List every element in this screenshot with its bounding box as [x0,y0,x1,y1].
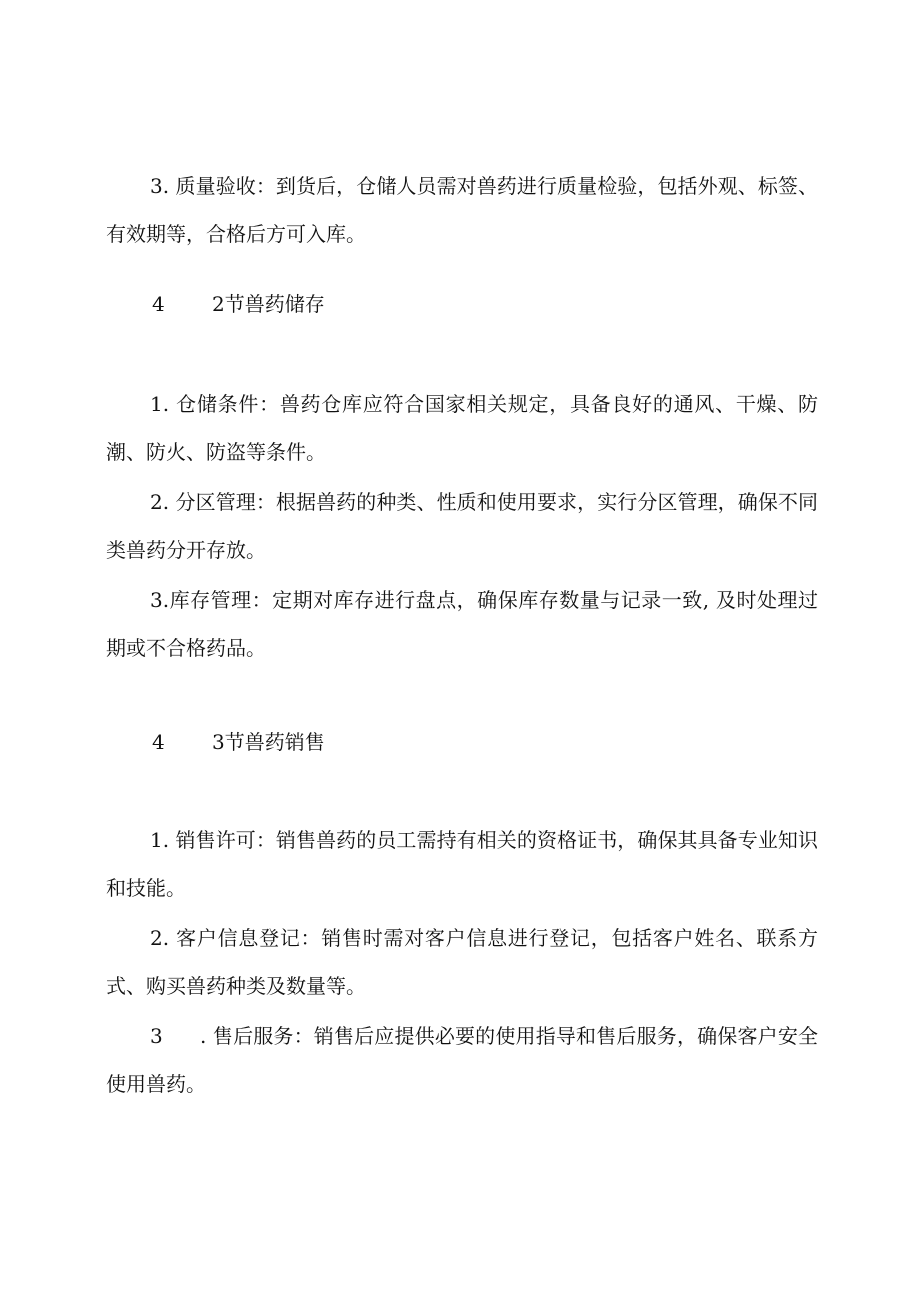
section-title: 2节兽药储存 [212,292,325,316]
paragraph-text: . 仓储条件：兽药仓库应符合国家相关规定，具备良好的通风、干燥、防潮、防火、防盗等条件。 [106,392,818,464]
paragraph-after-sales-service [106,1012,818,1108]
chapter-number: 4 [152,292,165,316]
paragraph-text: . 售后服务：销售后应提供必要的使用指导和售后服务，确保客户安全使用兽药。 [106,1024,818,1096]
item-number: 3 [150,588,163,612]
paragraph-quality-acceptance [106,162,818,258]
paragraph-text: . 质量验收：到货后，仓储人员需对兽药进行质量检验，包括外观、标签、有效期等，合格后方可入库。 [106,174,818,246]
item-number: 1 [150,828,163,852]
section-heading-storage [152,288,325,320]
item-number: 3 [150,174,163,198]
paragraph-text: . 销售许可：销售兽药的员工需持有相关的资格证书，确保其具备专业知识和技能。 [106,828,818,900]
section-title: 3节兽药销售 [212,730,325,754]
chapter-number: 4 [152,730,165,754]
paragraph-zone-management [106,478,818,574]
paragraph-customer-registration [106,914,818,1010]
paragraph-storage-conditions [106,380,818,476]
paragraph-inventory-management [106,576,818,672]
item-number: 3 [150,1024,163,1048]
section-heading-sales [152,726,325,758]
paragraph-text: .库存管理：定期对库存进行盘点，确保库存数量与记录一致, 及时处理过期或不合格药品。 [106,588,818,660]
paragraph-sales-license [106,816,818,912]
paragraph-text: . 分区管理：根据兽药的种类、性质和使用要求，实行分区管理，确保不同类兽药分开存放。 [106,490,818,562]
item-number: 1 [150,392,163,416]
paragraph-text: . 客户信息登记：销售时需对客户信息进行登记，包括客户姓名、联系方式、购买兽药种类及数量等。 [106,926,818,998]
item-number: 2 [150,490,163,514]
item-number: 2 [150,926,163,950]
